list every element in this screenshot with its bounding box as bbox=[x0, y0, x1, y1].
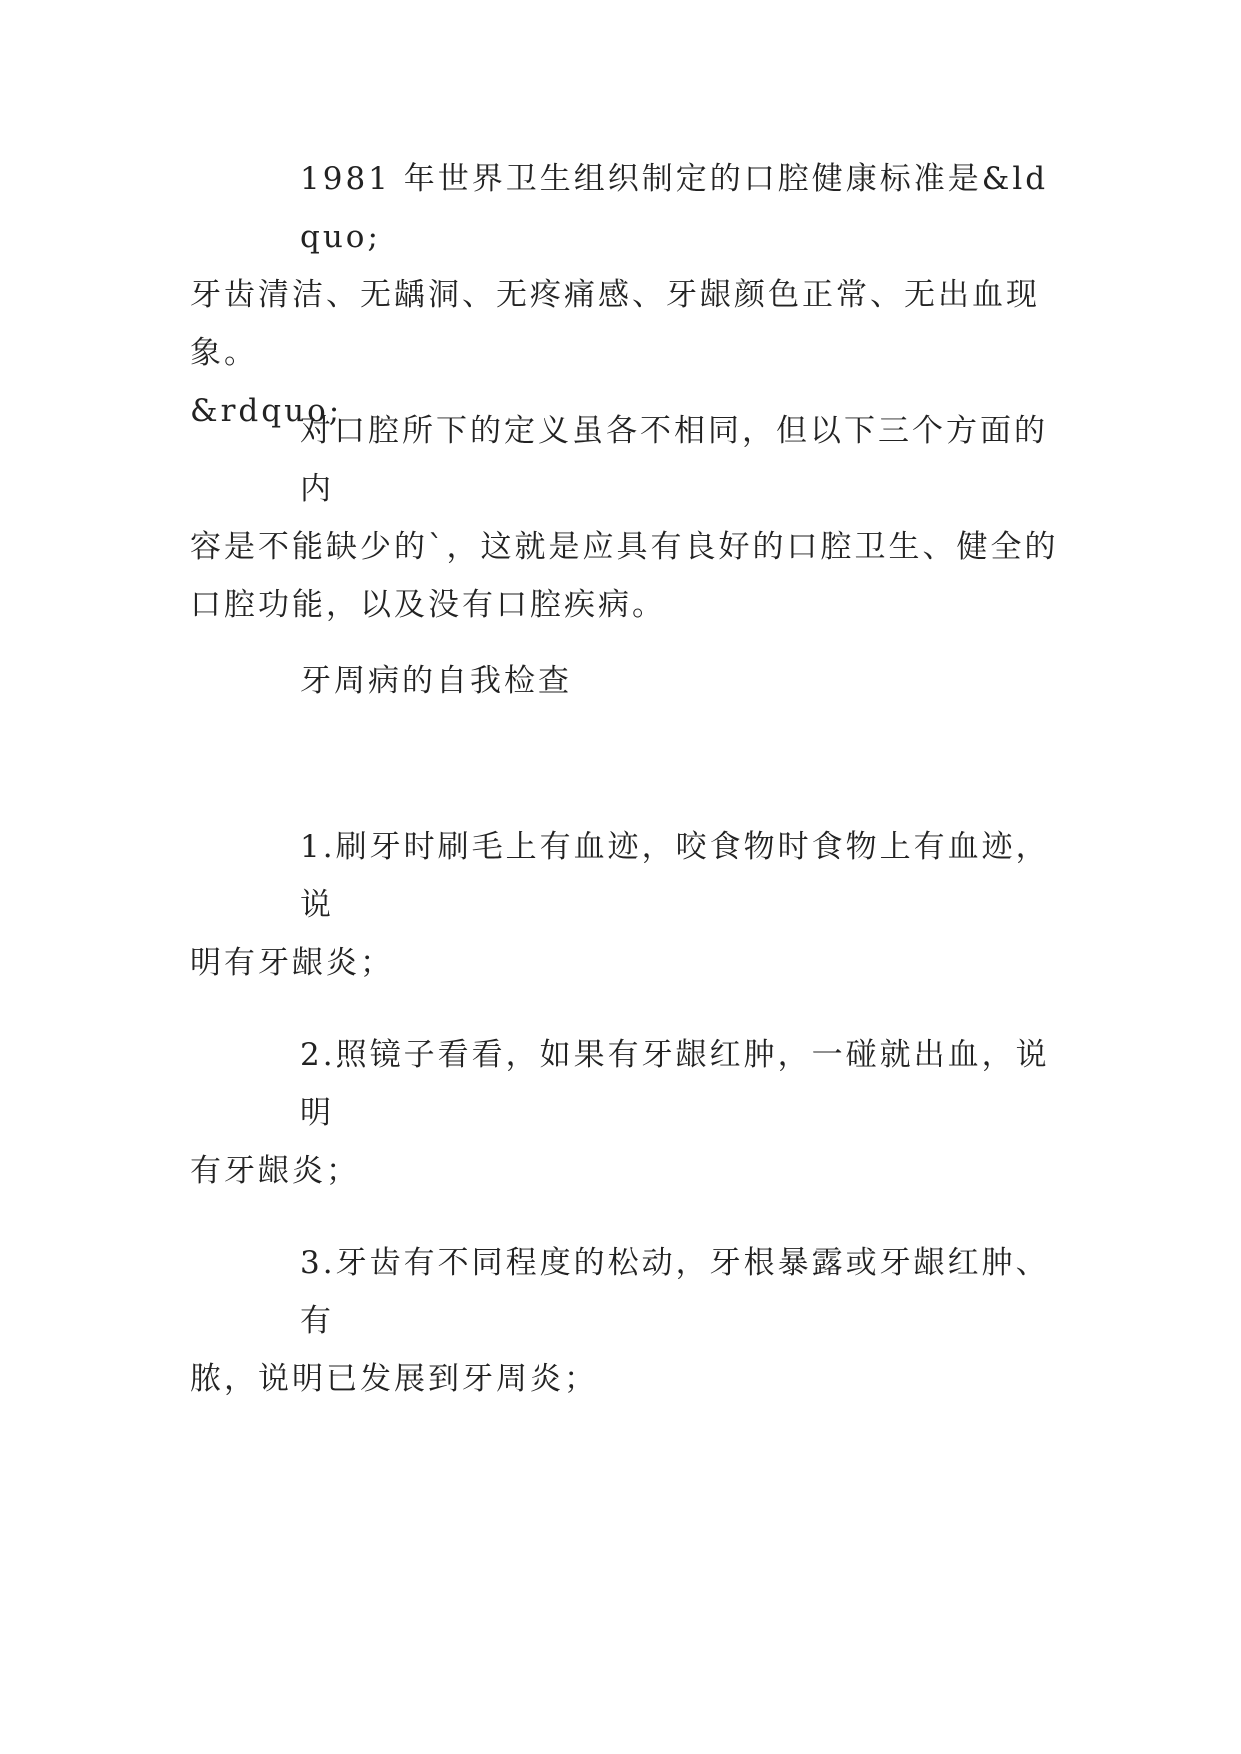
list-item-3 bbox=[190, 1234, 1060, 1408]
text-line: &rdquo; bbox=[190, 393, 343, 429]
text-line: 脓，说明已发展到牙周炎； bbox=[190, 1361, 598, 1397]
paragraph-oral-definition bbox=[190, 402, 1060, 634]
text-line: 容是不能缺少的`，这就是应具有良好的口腔卫生、健全的 bbox=[190, 529, 1059, 565]
text-line: 3.牙齿有不同程度的松动，牙根暴露或牙龈红肿、有 bbox=[300, 1245, 1050, 1339]
text-line: 2.照镜子看看，如果有牙龈红肿，一碰就出血，说明 bbox=[300, 1037, 1050, 1131]
section-heading-self-check bbox=[190, 652, 1060, 710]
text-line: 牙齿清洁、无龋洞、无疼痛感、牙龈颜色正常、无出血现象。 bbox=[190, 277, 1040, 371]
paragraph-oral-health-standard bbox=[190, 150, 1060, 440]
text-line: 口腔功能，以及没有口腔疾病。 bbox=[190, 587, 666, 623]
text-line: 对口腔所下的定义虽各不相同，但以下三个方面的内 bbox=[300, 413, 1048, 507]
text-line: 1981 年世界卫生组织制定的口腔健康标准是&ldquo; bbox=[300, 161, 1049, 255]
text-line: 1.刷牙时刷毛上有血迹，咬食物时食物上有血迹，说 bbox=[300, 829, 1050, 923]
list-item-2 bbox=[190, 1026, 1060, 1200]
text-line: 有牙龈炎； bbox=[190, 1153, 360, 1189]
text-line: 牙周病的自我检查 bbox=[300, 663, 572, 699]
list-item-1 bbox=[190, 818, 1060, 992]
text-line: 明有牙龈炎； bbox=[190, 945, 394, 981]
